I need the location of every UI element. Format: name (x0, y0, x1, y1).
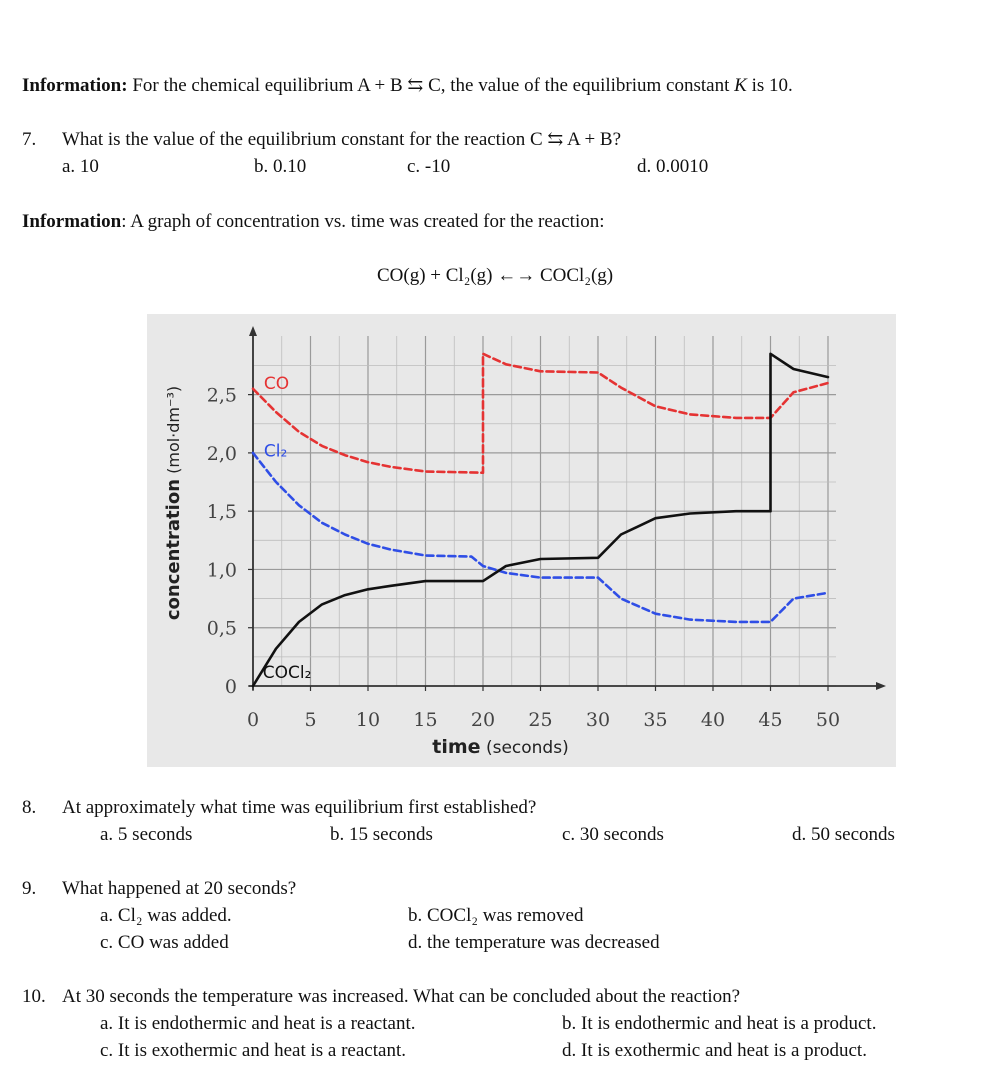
q10-option-c: c. It is exothermic and heat is a reactant. (100, 1040, 406, 1061)
series-label-cocl2: COCl₂ (262, 663, 312, 684)
series-label-cl2: Cl₂ (263, 441, 288, 462)
x-tick-label: 20 (470, 709, 496, 731)
q9-option-d: d. the temperature was decreased (408, 932, 660, 953)
q10-number: 10. (22, 986, 46, 1007)
y-tick-label: 1,5 (206, 501, 237, 524)
info1-label: Information: (22, 75, 128, 96)
x-tick-label: 25 (528, 709, 553, 731)
x-tick-label: 5 (304, 709, 317, 731)
x-tick-label: 40 (700, 709, 726, 731)
q7-option-b: b. 0.10 (254, 156, 307, 177)
y-tick-label: 2,0 (206, 442, 237, 465)
info2-label: Information (22, 211, 122, 232)
info1-text-mid: C, the value of the equilibrium constant (423, 75, 735, 96)
reaction-equation: CO(g) + Cl₂(g) ←→ COCl₂(g) (377, 265, 614, 286)
q7-text: What is the value of the equilibrium constant for the reaction C ⇆ A + B? (62, 129, 622, 150)
info1-line (22, 76, 793, 95)
equilibrium-arrow-icon: ⇆ (407, 75, 424, 96)
x-tick-label: 35 (643, 709, 668, 731)
q7-number: 7. (22, 129, 37, 150)
info2-text: : A graph of concentration vs. time was created for the reaction: (121, 211, 605, 232)
q7-option-d: d. 0.0010 (637, 156, 709, 177)
q8-option-d: d. 50 seconds (792, 824, 895, 845)
y-tick-label: 0 (224, 676, 237, 698)
concentration-time-chart (147, 314, 896, 767)
y-axis-title: concentration (mol·dm⁻³) (163, 385, 184, 621)
info1-k: K (734, 75, 747, 96)
q8-text: At approximately what time was equilibrium first established? (62, 797, 537, 818)
y-tick-label: 0,5 (206, 617, 237, 640)
info2-line (22, 212, 605, 231)
x-tick-label: 0 (246, 709, 260, 731)
q9-number: 9. (22, 878, 37, 899)
y-tick-label: 1,0 (206, 559, 237, 582)
q9-option-b: b. COCl₂ was removed (408, 905, 584, 926)
q10-option-d: d. It is exothermic and heat is a product. (562, 1040, 867, 1061)
q7-option-c: c. -10 (407, 156, 451, 177)
x-tick-label: 50 (815, 709, 841, 731)
q8-option-b: b. 15 seconds (330, 824, 433, 845)
y-tick-label: 2,5 (206, 384, 237, 407)
x-axis-title: time (seconds) (432, 736, 569, 758)
q8-number: 8. (22, 797, 37, 818)
x-tick-label: 10 (355, 709, 381, 731)
info1-text-pre: For the chemical equilibrium A + B (132, 75, 408, 96)
info1-text-post: is 10. (746, 75, 793, 96)
q9-text: What happened at 20 seconds? (62, 878, 297, 899)
q10-option-a: a. It is endothermic and heat is a reactant. (100, 1013, 416, 1034)
q9-option-c: c. CO was added (100, 932, 229, 953)
series-label-co: CO (263, 373, 290, 394)
q10-text: At 30 seconds the temperature was increased. What can be concluded about the reaction? (62, 986, 741, 1007)
q7-option-a: a. 10 (62, 156, 99, 177)
q9-option-a: a. Cl₂ was added. (100, 905, 232, 926)
q8-option-a: a. 5 seconds (100, 824, 193, 845)
q8-option-c: c. 30 seconds (562, 824, 664, 845)
q10-option-b: b. It is endothermic and heat is a product. (562, 1013, 877, 1034)
x-tick-label: 15 (413, 709, 438, 731)
x-tick-label: 30 (585, 709, 611, 731)
x-tick-label: 45 (758, 709, 783, 731)
